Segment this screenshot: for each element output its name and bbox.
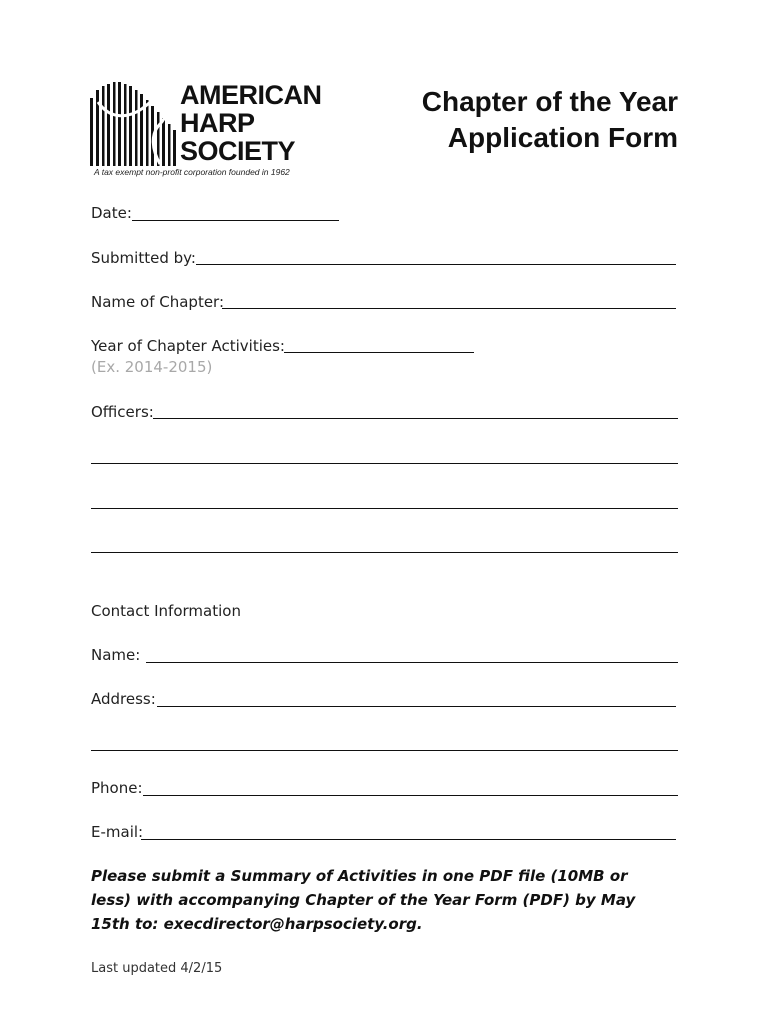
officers-input-line-2[interactable] [91,463,678,464]
year-activities-input-line[interactable] [284,352,474,353]
officers-input-line-3[interactable] [91,508,678,509]
logo-word-society: SOCIETY [180,136,296,166]
contact-address-input-line-1[interactable] [157,706,676,707]
date-label: Date: [91,204,132,222]
submitted-by-label: Submitted by: [91,249,196,267]
officers-input-line-4[interactable] [91,552,678,553]
date-input-line[interactable] [132,220,339,221]
harp-logo-icon [90,80,182,166]
contact-address-label: Address: [91,690,156,708]
contact-name-label: Name: [91,646,141,664]
contact-phone-input-line[interactable] [143,795,678,796]
officers-input-line-1[interactable] [153,418,678,419]
contact-email-input-line[interactable] [141,839,676,840]
last-updated: Last updated 4/2/15 [91,961,223,976]
submission-note: Please submit a Summary of Activities in one PDF file (10MB or less) with accompanying Chapter of the Year Form (PDF) by May 15th to: execdirector@harpsociety.org. [91,867,636,933]
chapter-name-input-line[interactable] [222,308,676,309]
title-line-1: Chapter of the Year [421,86,678,117]
officers-label: Officers: [91,403,154,421]
contact-name-input-line[interactable] [146,662,678,663]
contact-phone-label: Phone: [91,779,143,797]
contact-email-label: E-mail: [91,823,144,841]
logo-word-harp: HARP [180,108,255,138]
chapter-name-label: Name of Chapter: [91,293,225,311]
contact-address-input-line-2[interactable] [91,750,678,751]
year-example-hint: (Ex. 2014-2015) [91,358,213,376]
logo-tagline: A tax exempt non-profit corporation founded in 1962 [94,167,290,177]
logo-word-american: AMERICAN [180,80,322,110]
year-activities-label: Year of Chapter Activities: [91,337,285,355]
page-title [422,84,678,156]
contact-heading: Contact Information [91,602,241,620]
submitted-by-input-line[interactable] [196,264,676,265]
society-logo [90,80,390,180]
title-line-2: Application Form [447,122,678,153]
